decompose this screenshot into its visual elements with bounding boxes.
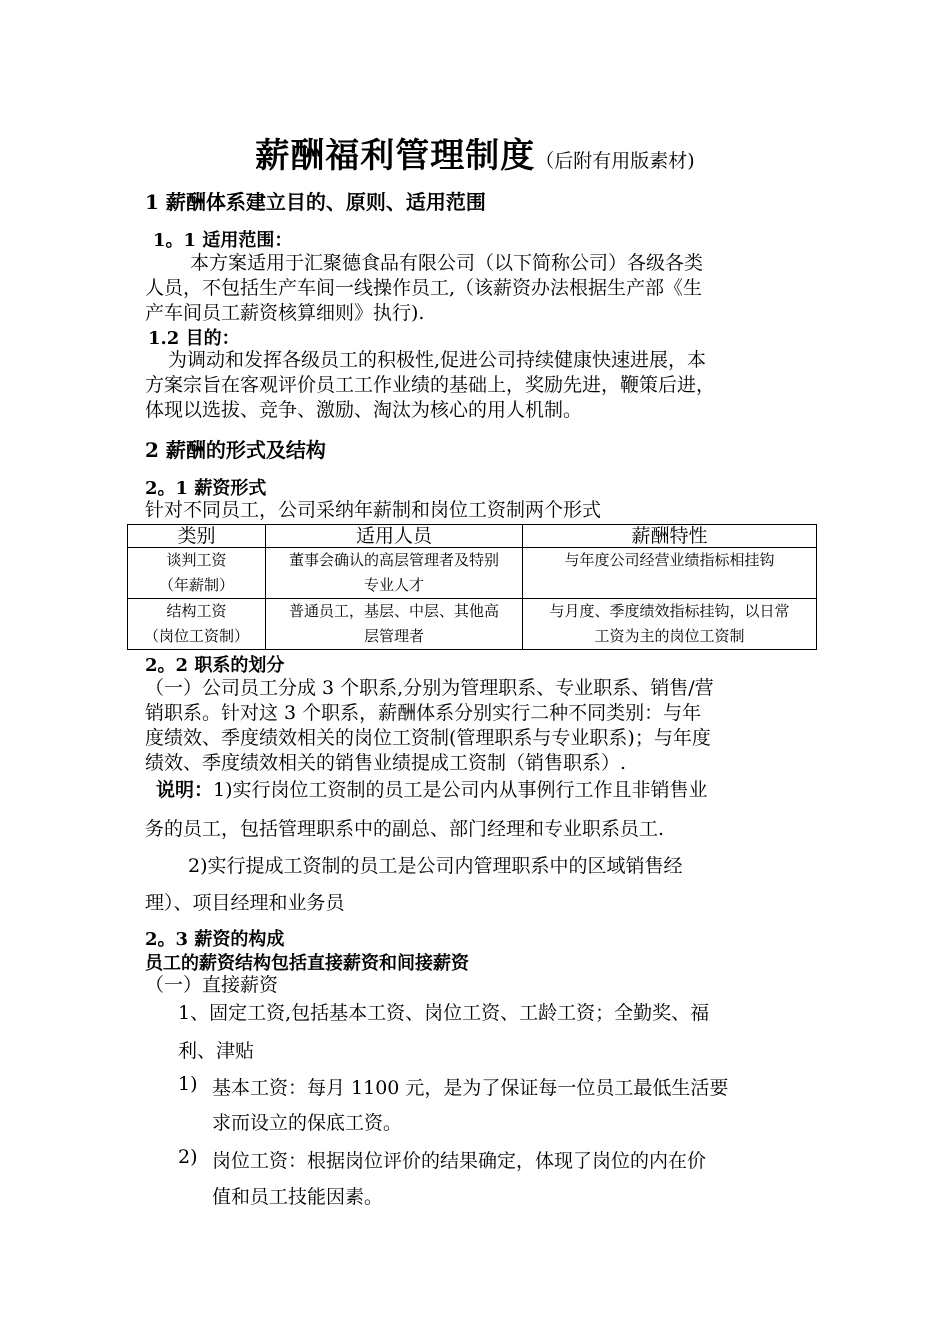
cell-line: 与年度公司经营业绩指标相挂钩 — [564, 551, 775, 569]
direct-salary-subheading: （一）直接薪资 — [145, 974, 279, 996]
section2-2-line: 绩效、季度绩效相关的销售业绩提成工资制（销售职系）. — [145, 752, 627, 774]
section2-3-heading: 2。3 薪资的构成 — [145, 929, 285, 950]
section2-heading: 2 薪酬的形式及结构 — [145, 438, 326, 462]
cell-line: 董事会确认的高层管理者及特别 — [288, 551, 499, 569]
salary-form-table — [127, 524, 817, 650]
table-header-cell: 类别 — [128, 525, 266, 548]
note-label: 说明： — [156, 779, 214, 801]
document-title — [0, 128, 950, 177]
table-header-cell: 薪酬特性 — [523, 525, 817, 548]
section2-2-line: 度绩效、季度绩效相关的岗位工资制(管理职系与专业职系)；与年度 — [145, 727, 711, 749]
note-line: 理）、项目经理和业务员 — [145, 892, 345, 914]
cell-line: 谈判工资 — [166, 551, 227, 569]
title-subtitle: （后附有用版素材) — [535, 150, 695, 172]
section2-1-intro: 针对不同员工，公司采纳年薪制和岗位工资制两个形式 — [145, 499, 602, 521]
section1-2-line: 方案宗旨在客观评价员工工作业绩的基础上，奖励先进，鞭策后进， — [145, 374, 716, 396]
note-line: 2)实行提成工资制的员工是公司内管理职系中的区域销售经 — [188, 855, 683, 877]
cell-line: 普通员工，基层、中层、其他高 — [288, 602, 499, 620]
list-item-line: 值和员工技能因素。 — [212, 1186, 384, 1208]
note-text: 1)实行岗位工资制的员工是公司内从事例行工作且非销售业 — [213, 779, 708, 801]
section1-1-heading: 1。1 适用范围： — [153, 230, 293, 251]
section1-heading: 1 薪酬体系建立目的、原则、适用范围 — [145, 190, 486, 214]
table-cell — [128, 599, 266, 650]
cell-line: 与月度、季度绩效指标挂钩，以日常 — [549, 602, 790, 620]
table-cell — [523, 599, 817, 650]
title-main: 薪酬福利管理制度 — [255, 136, 536, 176]
section1-1-line: 人员，不包括生产车间一线操作员工,（该薪资办法根据生产部《生 — [145, 277, 703, 299]
table-cell — [128, 548, 266, 599]
note-line-1 — [156, 775, 708, 802]
table-cell — [266, 548, 523, 599]
cell-line: 结构工资 — [166, 602, 227, 620]
cell-line: 层管理者 — [363, 627, 424, 645]
table-header-row — [128, 525, 817, 548]
section2-2-line: 销职系。针对这 3 个职系，薪酬体系分别实行二种不同类别：与年 — [145, 702, 702, 724]
note-line: 务的员工，包括管理职系中的副总、部门经理和专业职系员工. — [145, 818, 665, 840]
list-item-line: 求而设立的保底工资。 — [212, 1112, 403, 1134]
section1-1-line: 本方案适用于汇聚德食品有限公司（以下简称公司）各级各类 — [190, 252, 704, 274]
section1-2-heading: 1.2 目的： — [148, 328, 240, 349]
table-row — [128, 599, 817, 650]
item1-line: 1、固定工资,包括基本工资、岗位工资、工龄工资；全勤奖、福 — [178, 1002, 710, 1024]
section2-1-heading: 2。1 薪资形式 — [145, 478, 267, 499]
section1-2-line: 为调动和发挥各级员工的积极性,促进公司持续健康快速进展，本 — [168, 349, 707, 371]
table-row — [128, 548, 817, 599]
list-item-number: 1) — [178, 1073, 198, 1095]
section2-3-bold-line: 员工的薪资结构包括直接薪资和间接薪资 — [145, 953, 469, 974]
section1-1-line: 产车间员工薪资核算细则》执行). — [145, 302, 425, 324]
section2-2-line: （一）公司员工分成 3 个职系,分别为管理职系、专业职系、销售/营 — [145, 677, 714, 699]
cell-line: （年薪制） — [158, 576, 234, 594]
table-cell — [523, 548, 817, 599]
cell-line: （岗位工资制） — [143, 627, 249, 645]
section2-2-heading: 2。2 职系的划分 — [145, 655, 285, 676]
list-item-line: 岗位工资：根据岗位评价的结果确定，体现了岗位的内在价 — [212, 1150, 707, 1172]
cell-line: 工资为主的岗位工资制 — [594, 627, 745, 645]
list-item-number: 2) — [178, 1146, 198, 1168]
table-header-cell: 适用人员 — [266, 525, 523, 548]
list-item-line: 基本工资：每月 1100 元，是为了保证每一位员工最低生活要 — [212, 1077, 729, 1099]
item1-line: 利、津贴 — [178, 1040, 255, 1062]
section1-2-line: 体现以选拔、竞争、激励、淘汰为核心的用人机制。 — [145, 399, 583, 421]
cell-line: 专业人才 — [363, 576, 424, 594]
table-cell — [266, 599, 523, 650]
